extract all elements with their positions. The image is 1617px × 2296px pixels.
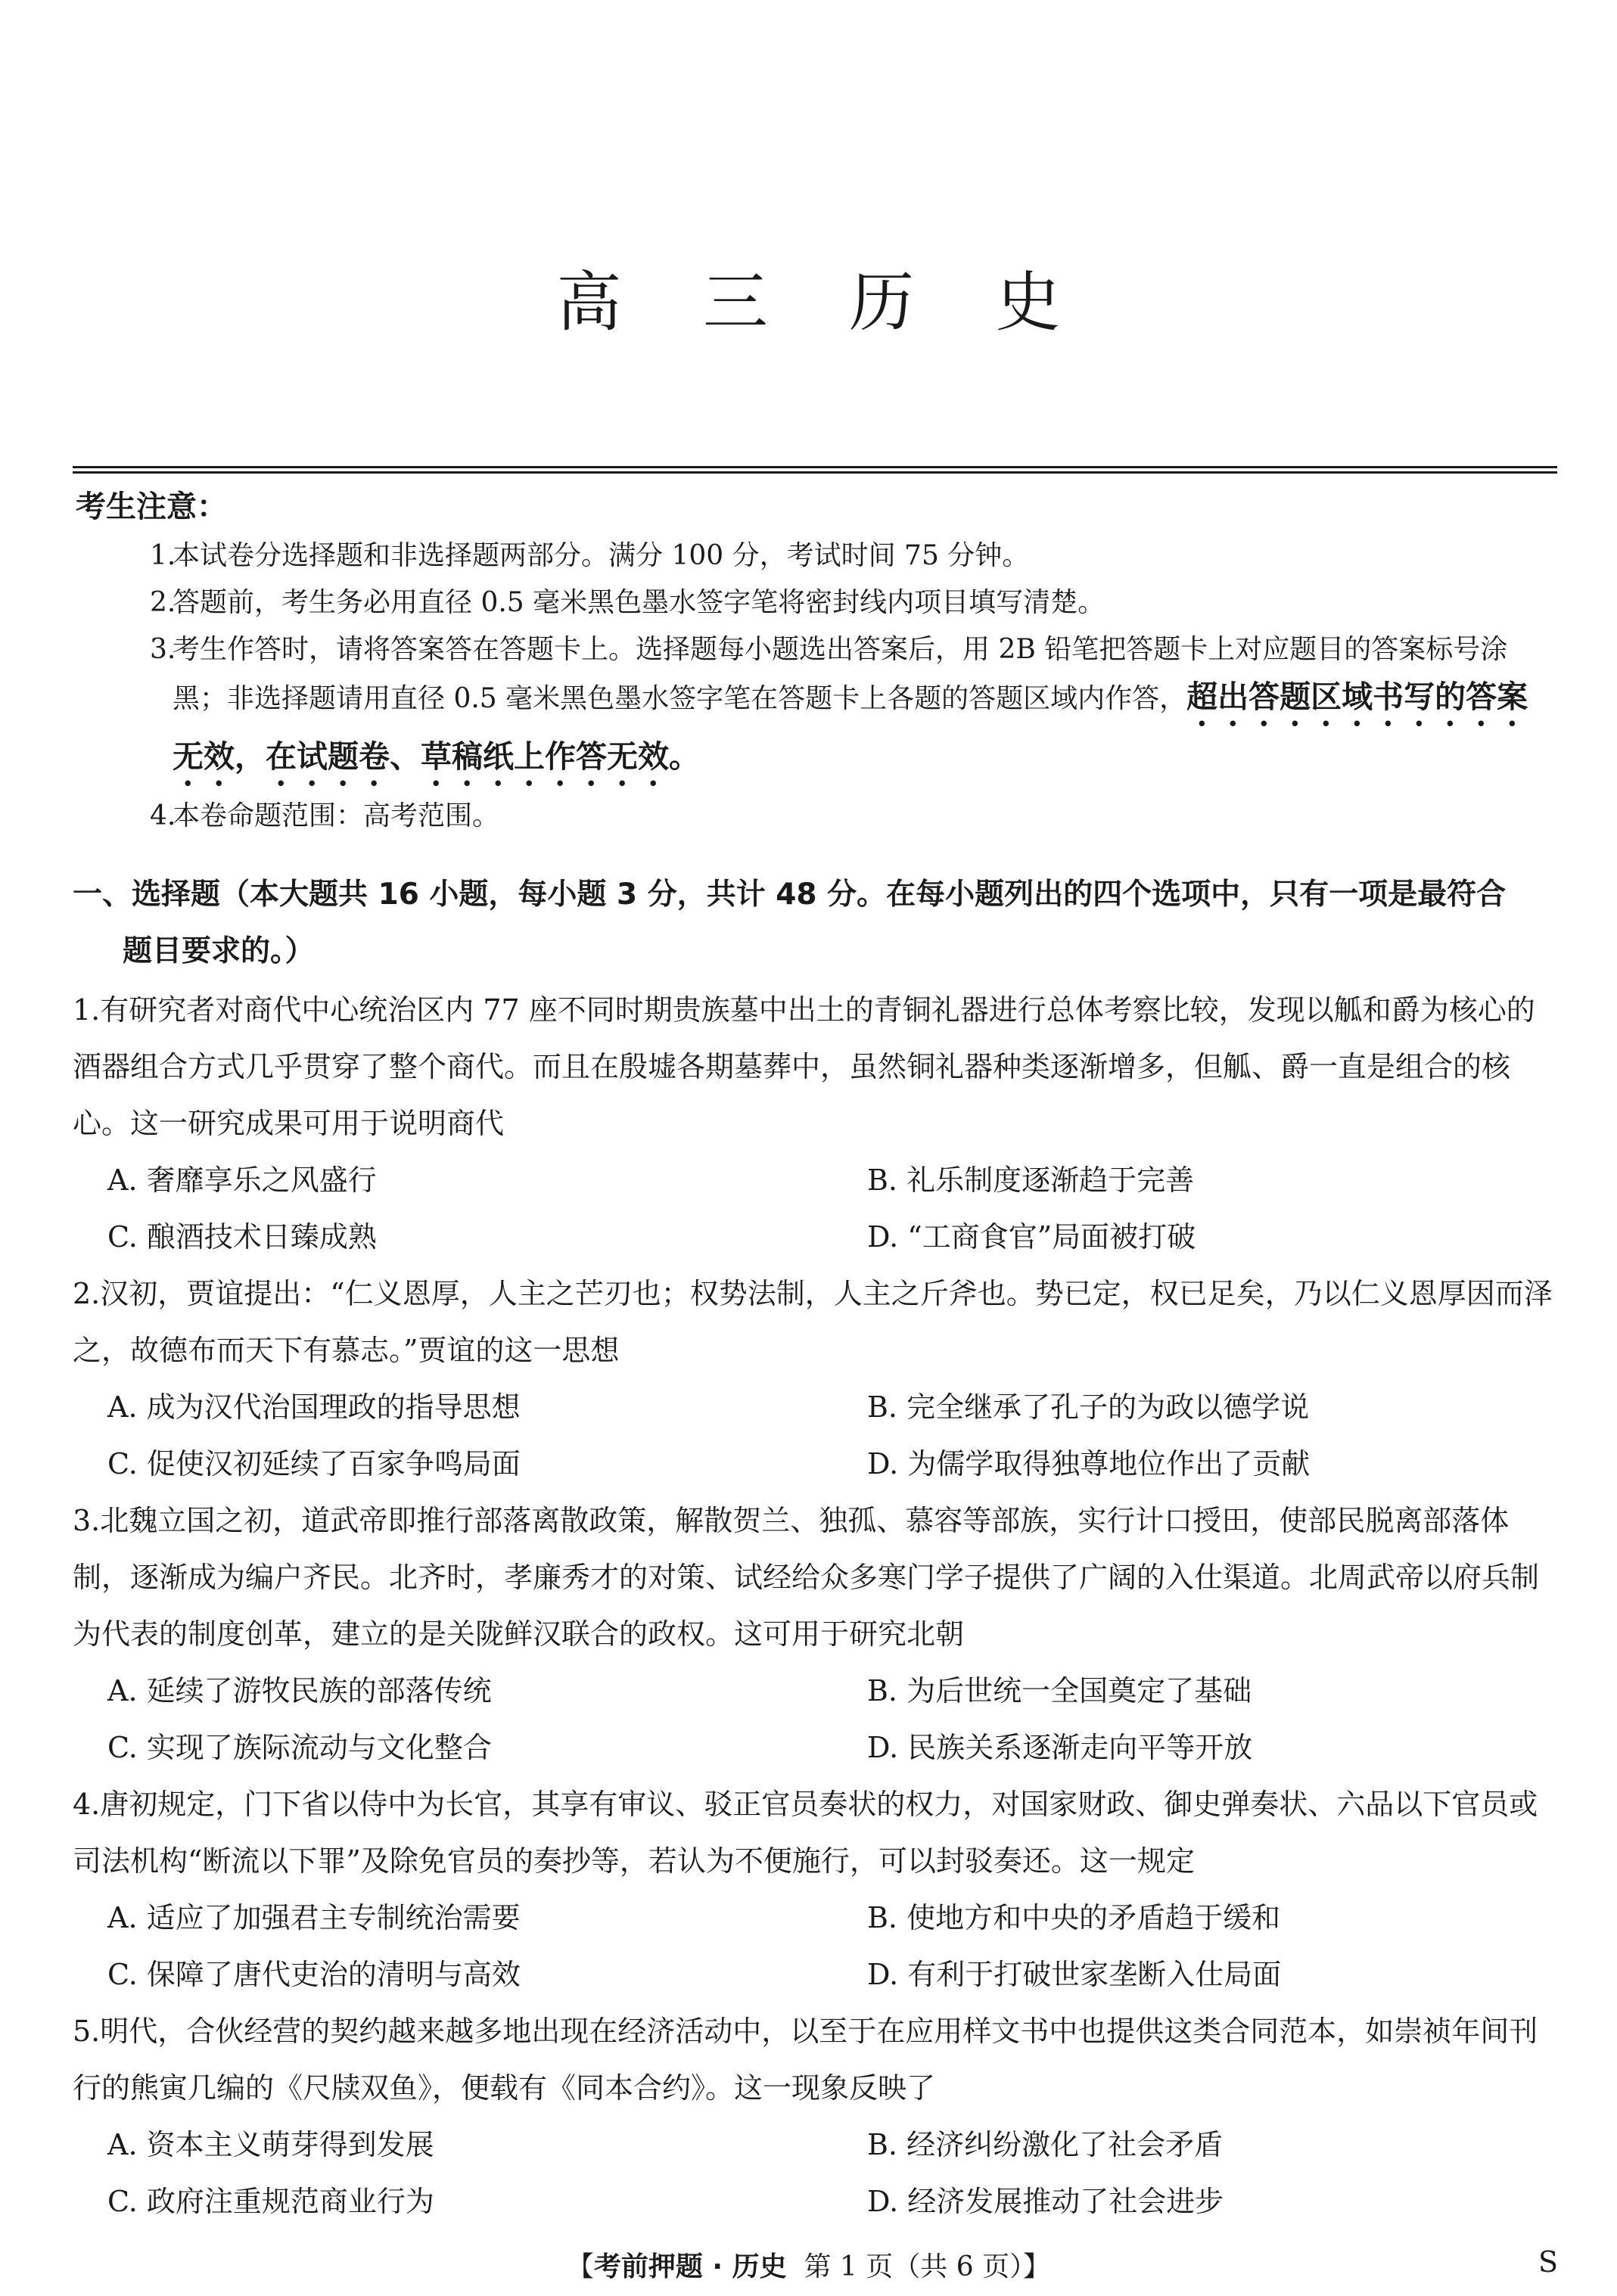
notice-item (150, 793, 1559, 840)
option-c[interactable]: C. 保障了唐代吏治的清明与高效 (107, 1958, 521, 1991)
question-number: 2. (73, 1277, 101, 1310)
option-b[interactable]: B. 经济纠纷激化了社会矛盾 (867, 2128, 1224, 2161)
option-a[interactable]: A. 资本主义萌芽得到发展 (107, 2128, 434, 2161)
notice-item (150, 626, 1559, 793)
question-text: 明代，合伙经营的契约越来越多地出现在经济活动中，以至于在应用样文书中也提供这类合同范本，如崇祯年间刊行的熊寅几编的《尺牍双鱼》，便载有《同本合约》。这一现象反映了 (73, 2015, 1538, 2105)
footer-brand: 考前押题 · 历史 (593, 2251, 787, 2282)
question-stem (73, 982, 1560, 1152)
option-a[interactable]: A. 奢靡享乐之风盛行 (107, 1164, 377, 1197)
page-footer (0, 2245, 1617, 2284)
notice-item-text: 本试卷分选择题和非选择题两部分。满分 100 分，考试时间 75 分钟。 (173, 540, 1030, 571)
question-list (73, 982, 1560, 2230)
notice-item-text: 考生作答时，请将答案答在答题卡上。选择题每小题选出答案后，用 2B 铅笔把答题卡上对应题目的答案标号涂黑；非选择题请用直径 0.5 毫米黑色墨水签字笔在答题卡上各题的答题区域内作答， (173, 634, 1508, 714)
question-3 (73, 1493, 1560, 1776)
option-d[interactable]: D. 经济发展推动了社会进步 (867, 2185, 1224, 2218)
option-c[interactable]: C. 促使汉初延续了百家争鸣局面 (107, 1447, 521, 1480)
notice-item-text: 本卷命题范围：高考范围。 (173, 800, 500, 831)
question-text: 有研究者对商代中心统治区内 77 座不同时期贵族墓中出土的青铜礼器进行总体考察比较，发现以觚和爵为核心的酒器组合方式几乎贯穿了整个商代。而且在殷墟各期墓葬中，虽然铜礼器种类逐渐增多，但觚、爵一直是组合的核心。这一研究成果可用于说明商代 (73, 993, 1535, 1140)
option-b[interactable]: B. 为后世统一全国奠定了基础 (867, 1674, 1252, 1707)
section-title-line: 题目要求的。） (123, 934, 315, 968)
question-stem (73, 1776, 1560, 1890)
option-grid (73, 1663, 1560, 1776)
option-c[interactable]: C. 酿酒技术日臻成熟 (107, 1220, 377, 1254)
option-d[interactable]: D. 民族关系逐渐走向平等开放 (867, 1731, 1253, 1764)
footer-code: S (1538, 2245, 1558, 2279)
option-d[interactable]: D. “工商食官”局面被打破 (867, 1220, 1196, 1254)
question-text: 唐初规定，门下省以侍中为长官，其享有审议、驳正官员奏状的权力，对国家财政、御史弹奏状、六品以下官员或司法机构“断流以下罪”及除免官员的奏抄等，若认为不便施行，可以封驳奏还。这一规定 (73, 1788, 1538, 1878)
option-grid (73, 1152, 1560, 1266)
option-a[interactable]: A. 成为汉代治国理政的指导思想 (107, 1390, 521, 1424)
notice-item (150, 579, 1559, 626)
notice-item-number: 3. (150, 634, 176, 665)
question-5 (73, 2003, 1560, 2230)
option-b[interactable]: B. 使地方和中央的矛盾趋于缓和 (867, 1901, 1281, 1934)
question-stem (73, 1266, 1560, 1379)
footer-page-number: 第 1 页（共 6 页） (804, 2251, 1024, 2282)
option-b[interactable]: B. 完全继承了孔子的为政以德学说 (867, 1390, 1310, 1424)
question-stem (73, 1493, 1560, 1663)
question-number: 4. (73, 1788, 101, 1821)
question-2 (73, 1266, 1560, 1493)
header-divider (73, 466, 1557, 474)
question-number: 3. (73, 1504, 101, 1537)
option-grid (73, 1890, 1560, 2003)
notice-item-text: 答题前，考生务必用直径 0.5 毫米黑色墨水签字笔将密封线内项目填写清楚。 (173, 587, 1105, 618)
notice-item (150, 533, 1559, 579)
question-number: 1. (73, 993, 101, 1027)
question-text: 汉初，贾谊提出：“仁义恩厚，人主之芒刃也；权势法制，人主之斤斧也。势已定，权已足矣，乃以仁义恩厚因而泽之，故德布而天下有慕志。”贾谊的这一思想 (73, 1277, 1553, 1367)
question-number: 5. (73, 2015, 101, 2048)
question-stem (73, 2003, 1560, 2117)
footer-bracket: 】 (1023, 2251, 1051, 2282)
footer-bracket: 【 (566, 2251, 594, 2282)
option-d[interactable]: D. 有利于打破世家垄断入仕局面 (867, 1958, 1282, 1991)
option-c[interactable]: C. 政府注重规范商业行为 (107, 2185, 434, 2218)
notice-heading: 考生注意： (76, 489, 227, 524)
question-1 (73, 982, 1560, 1266)
section-title-line: 一、选择题（本大题共 16 小题，每小题 3 分，共计 48 分。在每小题列出的四个选项中，只有一项是最符合 (73, 878, 1507, 912)
notice-item-number: 1. (150, 540, 176, 571)
notice-item-number: 2. (150, 587, 176, 618)
section-title (73, 866, 1560, 980)
notice-item-number: 4. (150, 800, 176, 831)
option-b[interactable]: B. 礼乐制度逐渐趋于完善 (867, 1164, 1195, 1197)
option-grid (73, 1379, 1560, 1493)
option-c[interactable]: C. 实现了族际流动与文化整合 (107, 1731, 492, 1764)
notice-list (150, 533, 1559, 840)
option-a[interactable]: A. 延续了游牧民族的部落传统 (107, 1674, 492, 1707)
option-a[interactable]: A. 适应了加强君主专制统治需要 (107, 1901, 521, 1934)
option-d[interactable]: D. 为儒学取得独尊地位作出了贡献 (867, 1447, 1311, 1480)
question-text: 北魏立国之初，道武帝即推行部落离散政策，解散贺兰、独孤、慕容等部族，实行计口授田，使部民脱离部落体制，逐渐成为编户齐民。北齐时，孝廉秀才的对策、试经给众多寒门学子提供了广阔的入仕渠道。北周武帝以府兵制为代表的制度创革，建立的是关陇鲜汉联合的政权。这可用于研究北朝 (73, 1504, 1540, 1651)
option-grid (73, 2117, 1560, 2230)
page-title: 高 三 历 史 (556, 264, 1091, 340)
notice-emphasis-text: 超出答题区域书写的答案无效，在试题卷、草稿纸上作答无效。 (173, 679, 1528, 775)
question-4 (73, 1776, 1560, 2003)
